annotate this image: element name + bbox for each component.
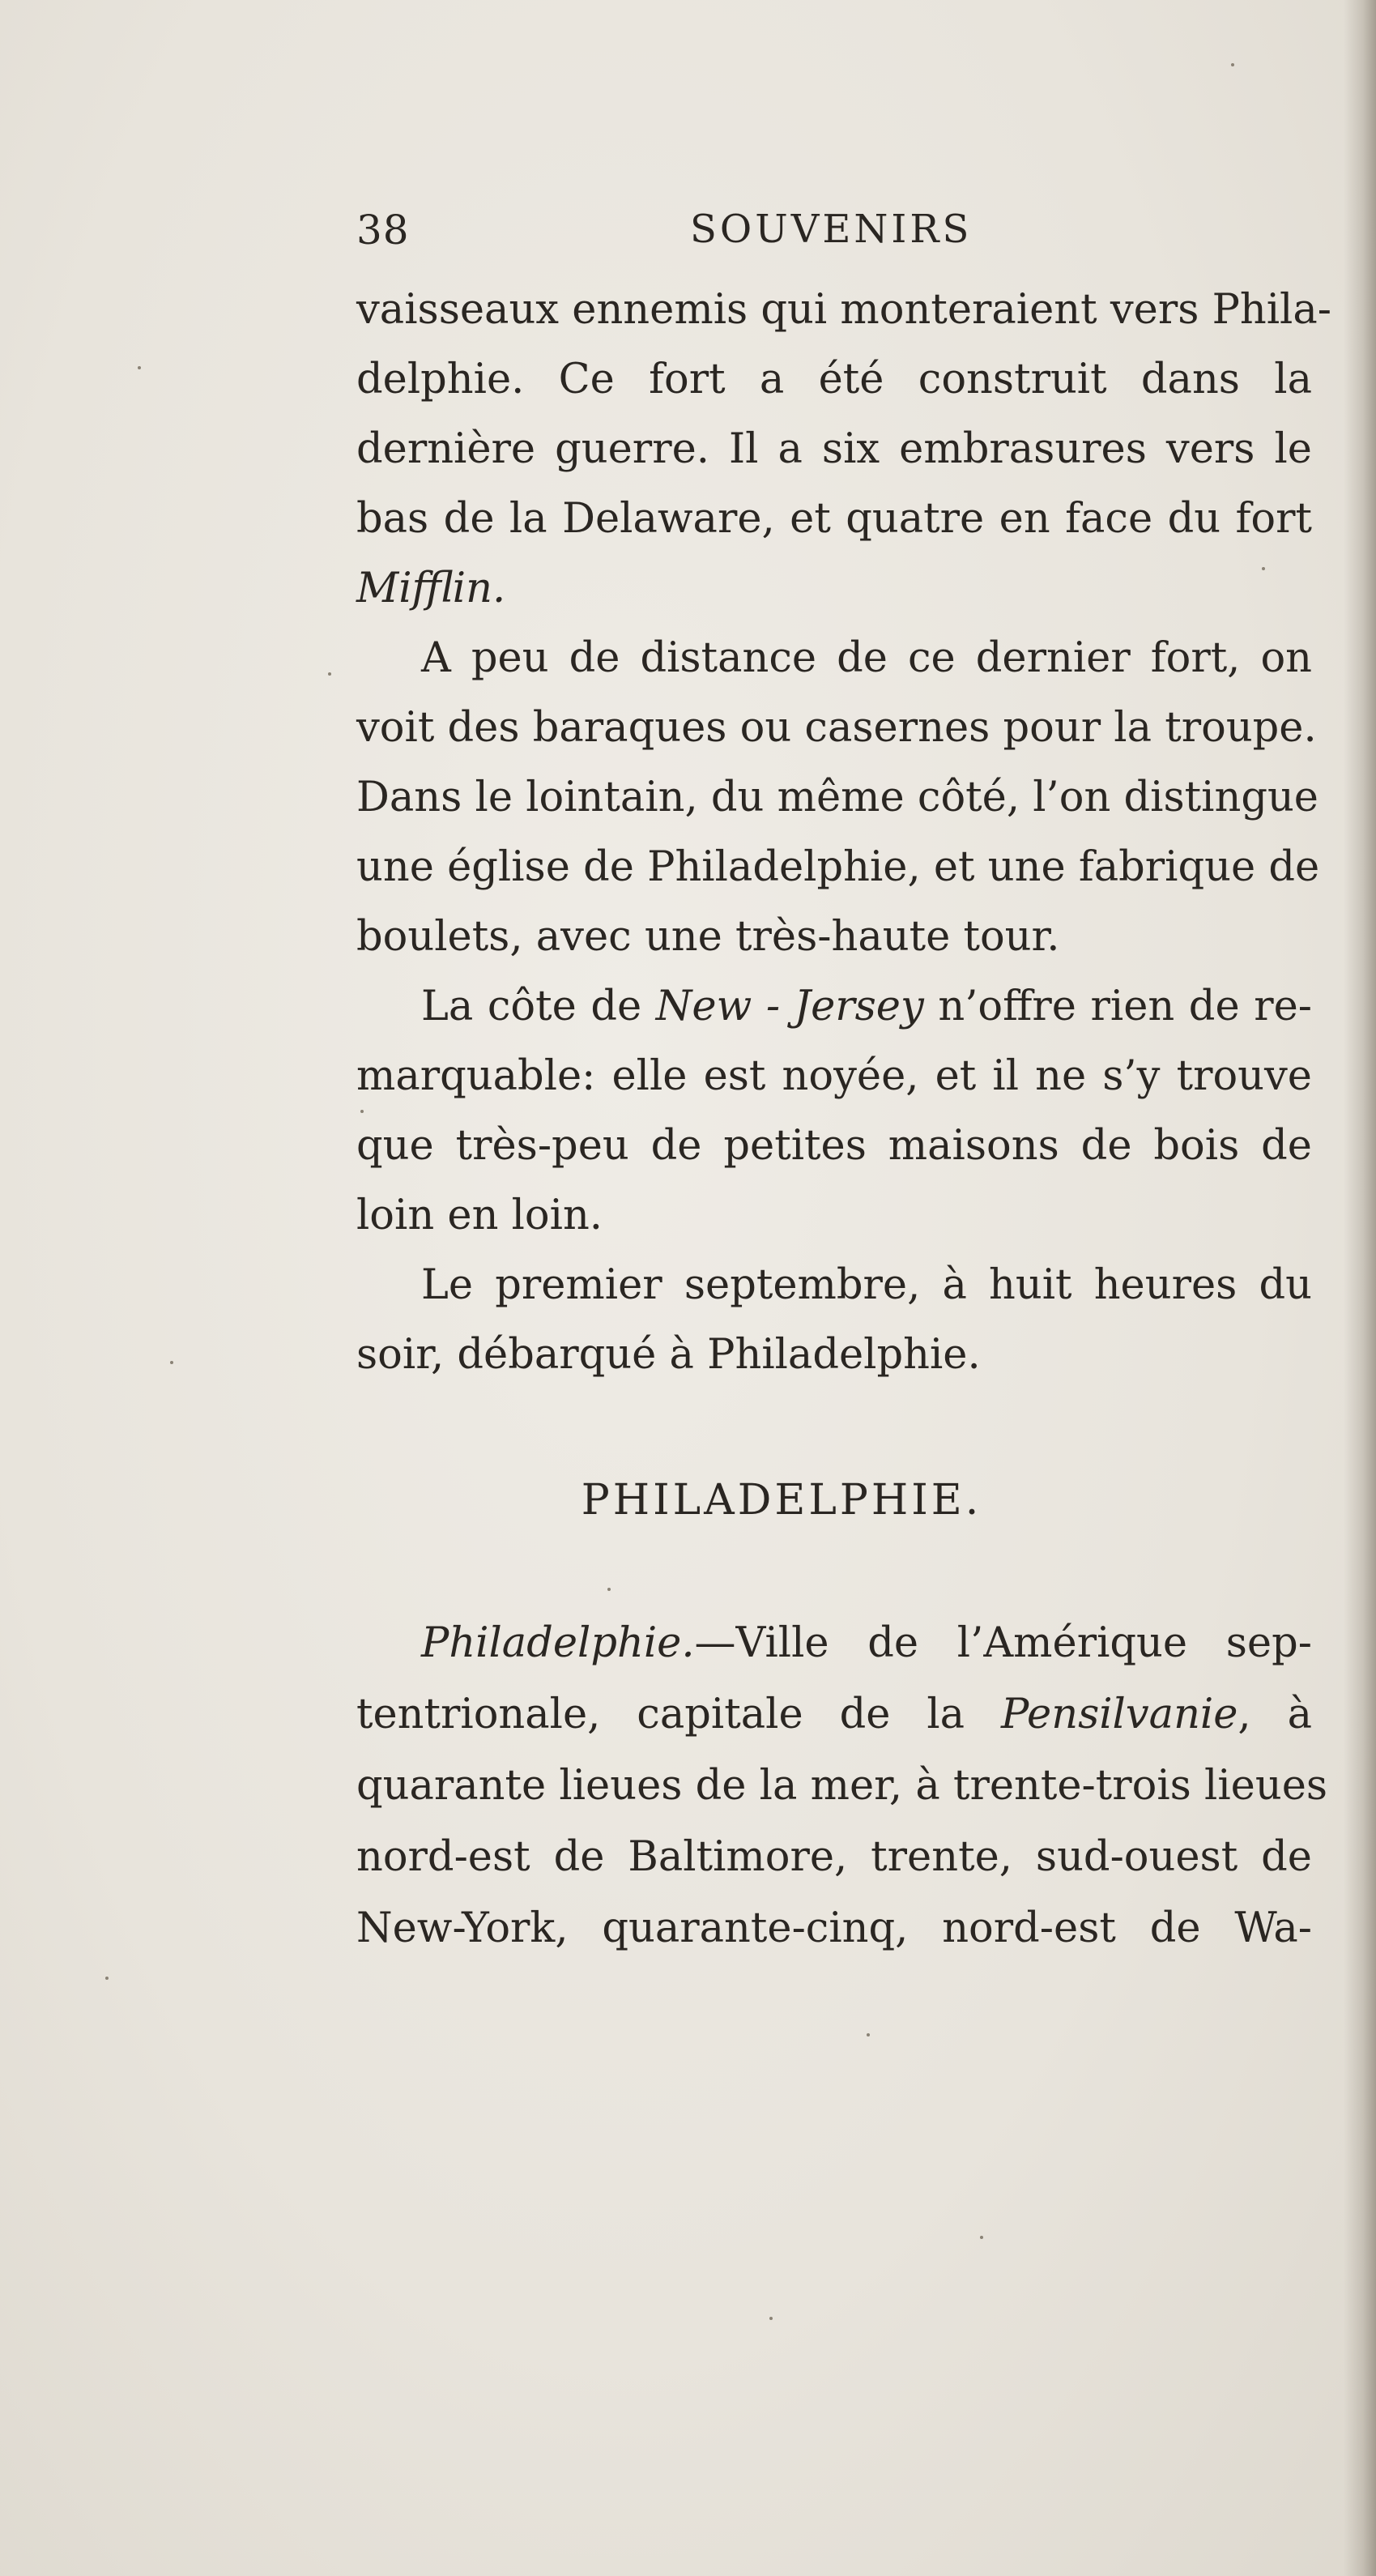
page-number: 38	[356, 207, 410, 254]
paper-speck	[1262, 567, 1265, 570]
text-line	[356, 972, 1312, 1042]
text-line	[356, 1679, 1312, 1751]
text-line: dernière guerre. Il a six embrasures vers le	[356, 425, 1312, 473]
paper-speck	[867, 2033, 870, 2036]
text-line: A peu de distance de ce dernier fort, on	[421, 634, 1312, 682]
paper-speck	[607, 1588, 611, 1591]
place-name: Pensilvanie	[1001, 1691, 1238, 1738]
paper-speck	[170, 1361, 173, 1364]
text-line: que très-peu de petites maisons de bois de	[356, 1122, 1312, 1170]
text-line: soir, débarqué à Philadelphie.	[356, 1331, 981, 1379]
text-line: boulets, avec une très-haute tour.	[356, 913, 1060, 961]
text-line: vaisseaux ennemis qui monteraient vers Phila-	[356, 286, 1332, 334]
text-run: n’offre rien de re-	[923, 983, 1312, 1030]
text-line	[356, 1608, 1312, 1679]
text-run: —Ville de l’Amérique sep-	[694, 1619, 1312, 1667]
text-line: bas de la Delaware, et quatre en face du fort	[356, 495, 1312, 543]
paper-speck	[328, 672, 331, 676]
paper-speck	[138, 366, 141, 369]
section-title: PHILADELPHIE.	[581, 1476, 982, 1525]
page-header	[356, 207, 1328, 263]
body-text	[356, 275, 1332, 1390]
place-name: New - Jersey	[655, 983, 924, 1030]
text-line: loin en loin.	[356, 1192, 603, 1239]
text-line: marquable: elle est noyée, et il ne s’y trouve	[356, 1052, 1312, 1100]
paper-speck	[1231, 63, 1234, 66]
text-run: , à	[1238, 1691, 1312, 1738]
paper-speck	[769, 2317, 773, 2320]
text-line: Le premier septembre, à huit heures du	[421, 1261, 1312, 1309]
page-edge-shadow	[1344, 0, 1376, 2576]
text-line: Dans le lointain, du même côté, l’on distingue	[356, 774, 1318, 821]
entry-term: Philadelphie.	[421, 1619, 695, 1667]
text-line: Mifflin.	[356, 565, 506, 612]
paper-speck	[980, 2236, 983, 2239]
paper-speck	[105, 1977, 109, 1980]
text-line: delphie. Ce fort a été construit dans la	[356, 356, 1312, 403]
text-line: New-York, quarante-cinq, nord-est de Wa-	[356, 1904, 1312, 1952]
text-line: une église de Philadelphie, et une fabrique de	[356, 843, 1320, 891]
running-head: SOUVENIRS	[690, 207, 973, 252]
paper-speck	[360, 1110, 364, 1113]
text-run: La côte de	[421, 983, 656, 1030]
text-line: nord-est de Baltimore, trente, sud-ouest de	[356, 1833, 1312, 1881]
text-run: tentrionale, capitale de la	[356, 1691, 1002, 1738]
text-line: quarante lieues de la mer, à trente-trois lieues	[356, 1762, 1328, 1810]
text-line: voit des baraques ou casernes pour la troupe.	[356, 704, 1317, 752]
section-body	[356, 1608, 1328, 1964]
